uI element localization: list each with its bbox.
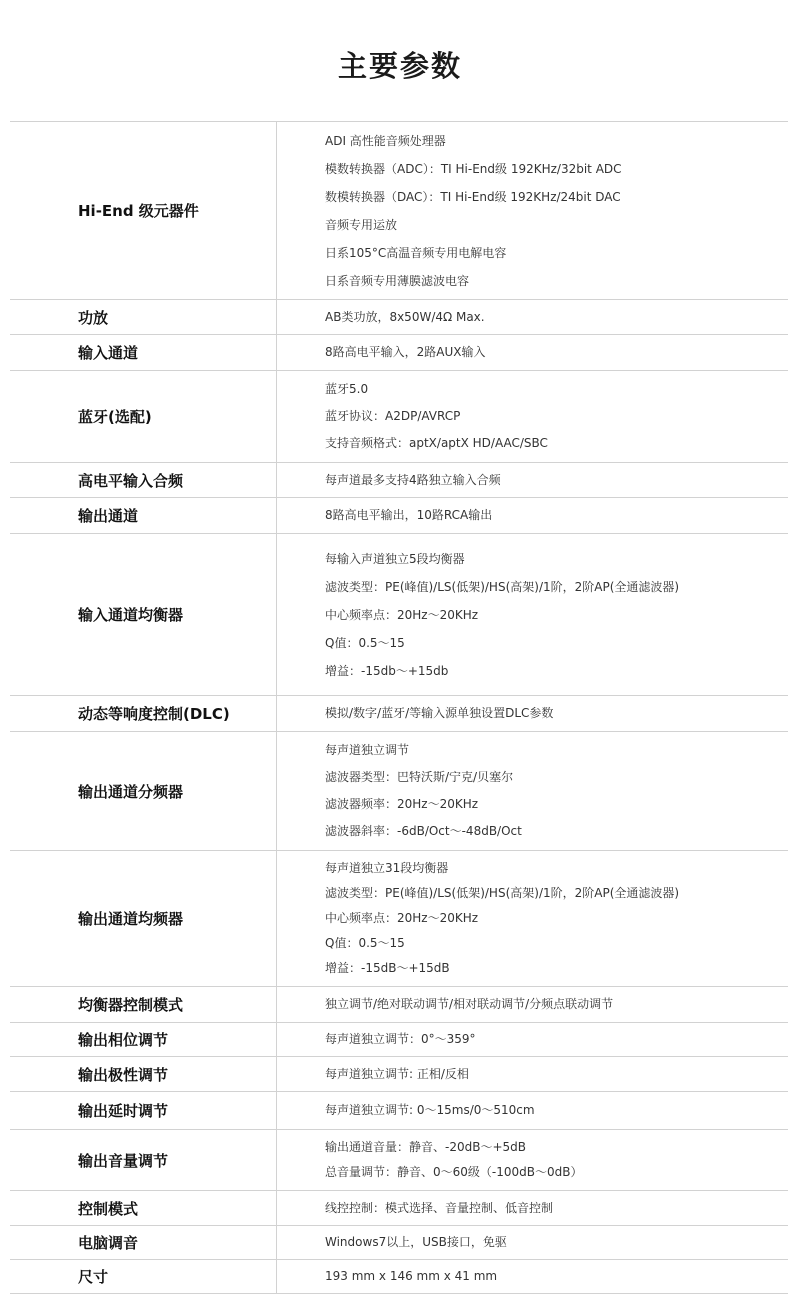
spec-label: 高电平输入合频	[78, 471, 184, 490]
spec-value-line: 支持音频格式：aptX/aptX HD/AAC/SBC	[325, 436, 548, 450]
spec-value-line: 每声道独立调节：0°～359°	[325, 1032, 476, 1046]
spec-row	[10, 370, 788, 462]
spec-label: 输出极性调节	[78, 1065, 169, 1084]
spec-value-line: 模拟/数字/蓝牙/等输入源单独设置DLC参数	[325, 706, 554, 720]
spec-value-line: AB类功放，8x50W/4Ω Max.	[325, 309, 485, 324]
spec-value-line: 每声道最多支持4路独立输入合频	[325, 472, 501, 487]
spec-value-line: 8路高电平输入，2路AUX输入	[325, 345, 486, 359]
spec-label: 动态等响度控制(DLC)	[78, 705, 230, 723]
spec-value-line: 滤波类型：PE(峰值)/LS(低架)/HS(高架)/1阶，2阶AP(全通滤波器)	[325, 579, 680, 594]
spec-value-line: 模数转换器（ADC）：TI Hi-End级 192KHz/32bit ADC	[325, 161, 622, 176]
spec-label: 输出延时调节	[78, 1102, 169, 1120]
spec-value-line: 日系105°C高温音频专用电解电容	[325, 245, 507, 260]
spec-label: 功放	[78, 308, 109, 327]
spec-label: 输入通道均衡器	[78, 606, 184, 624]
spec-values	[276, 534, 788, 695]
spec-row	[10, 121, 788, 299]
spec-row	[10, 497, 788, 533]
spec-values	[276, 371, 788, 462]
spec-value-line: 日系音频专用薄膜滤波电容	[325, 273, 470, 288]
spec-label: 输出通道分频器	[78, 782, 184, 801]
spec-value-line: 音频专用运放	[325, 217, 398, 232]
spec-value-line: 中心频率点：20Hz～20KHz	[325, 911, 479, 925]
spec-value-line: 线控控制：模式选择、音量控制、低音控制	[325, 1200, 554, 1215]
spec-row	[10, 1129, 788, 1190]
spec-values	[276, 1130, 788, 1190]
spec-value-line: 每声道独立调节: 正相/反相	[325, 1066, 469, 1081]
spec-values	[276, 1226, 788, 1259]
page-title: 主要参数	[337, 49, 462, 83]
spec-row	[10, 1259, 788, 1294]
spec-value-line: 中心频率点：20Hz～20KHz	[325, 607, 479, 622]
spec-value-line: ADI 高性能音频处理器	[325, 133, 446, 148]
spec-table	[10, 121, 788, 1294]
spec-value-line: 滤波器斜率：-6dB/Oct～-48dB/Oct	[325, 824, 522, 838]
spec-value-line: 独立调节/绝对联动调节/相对联动调节/分频点联动调节	[325, 997, 614, 1011]
spec-label: 电脑调音	[78, 1234, 139, 1252]
spec-value-line: 增益：-15db～+15db	[325, 663, 449, 678]
spec-values	[276, 1191, 788, 1225]
spec-value-line: 数模转换器（DAC）：TI Hi-End级 192KHz/24bit DAC	[325, 189, 621, 204]
spec-label: 蓝牙(选配)	[78, 408, 152, 426]
spec-value-line: 每输入声道独立5段均衡器	[325, 551, 465, 566]
spec-values	[276, 732, 788, 850]
spec-label: 均衡器控制模式	[78, 996, 184, 1014]
spec-row	[10, 1022, 788, 1056]
spec-value-line: Q值：0.5～15	[325, 936, 405, 950]
spec-values	[276, 463, 788, 497]
spec-label: 输出相位调节	[78, 1031, 169, 1049]
spec-label: 输出通道	[78, 507, 139, 525]
spec-row	[10, 462, 788, 497]
spec-label: 输出音量调节	[78, 1151, 169, 1170]
spec-value-line: Windows7以上，USB接口，免驱	[325, 1235, 507, 1249]
spec-value-line: 8路高电平输出，10路RCA输出	[325, 508, 493, 522]
spec-value-line: 193 mm x 146 mm x 41 mm	[325, 1269, 498, 1283]
spec-values	[276, 1023, 788, 1056]
spec-row	[10, 731, 788, 850]
spec-values	[276, 696, 788, 731]
spec-value-line: 每声道独立调节	[325, 743, 410, 757]
spec-value-line: 滤波器类型：巴特沃斯/宁克/贝塞尔	[325, 770, 514, 784]
spec-label: 输入通道	[78, 344, 139, 362]
spec-row	[10, 1056, 788, 1091]
spec-row	[10, 850, 788, 986]
spec-label: Hi-End 级元器件	[78, 202, 199, 220]
spec-row	[10, 986, 788, 1022]
spec-values	[276, 498, 788, 533]
spec-values	[276, 987, 788, 1022]
spec-value-line: 输出通道音量：静音、-20dB～+5dB	[325, 1140, 526, 1154]
spec-values	[276, 1057, 788, 1091]
spec-row	[10, 334, 788, 370]
spec-value-line: 每声道独立调节: 0～15ms/0～510cm	[325, 1103, 535, 1117]
spec-values	[276, 1260, 788, 1293]
spec-row	[10, 299, 788, 334]
spec-row	[10, 695, 788, 731]
spec-label: 输出通道均频器	[78, 910, 184, 928]
spec-row	[10, 1091, 788, 1129]
spec-value-line: 蓝牙协议：A2DP/AVRCP	[325, 409, 461, 423]
spec-values	[276, 300, 788, 334]
spec-row	[10, 1225, 788, 1259]
spec-value-line: 每声道独立31段均衡器	[325, 861, 449, 875]
spec-label: 控制模式	[78, 1199, 139, 1218]
spec-values	[276, 335, 788, 370]
spec-value-line: 增益：-15dB～+15dB	[325, 961, 450, 975]
spec-values	[276, 851, 788, 986]
spec-row	[10, 1190, 788, 1225]
spec-value-line: 滤波器频率：20Hz～20KHz	[325, 797, 479, 811]
spec-value-line: 总音量调节：静音、0～60级（-100dB～0dB）	[325, 1165, 583, 1179]
spec-label: 尺寸	[78, 1268, 109, 1286]
spec-values	[276, 122, 788, 299]
spec-value-line: Q值：0.5～15	[325, 635, 405, 650]
spec-value-line: 滤波类型：PE(峰值)/LS(低架)/HS(高架)/1阶，2阶AP(全通滤波器)	[325, 886, 680, 900]
spec-value-line: 蓝牙5.0	[325, 382, 369, 396]
spec-values	[276, 1092, 788, 1129]
spec-row	[10, 533, 788, 695]
